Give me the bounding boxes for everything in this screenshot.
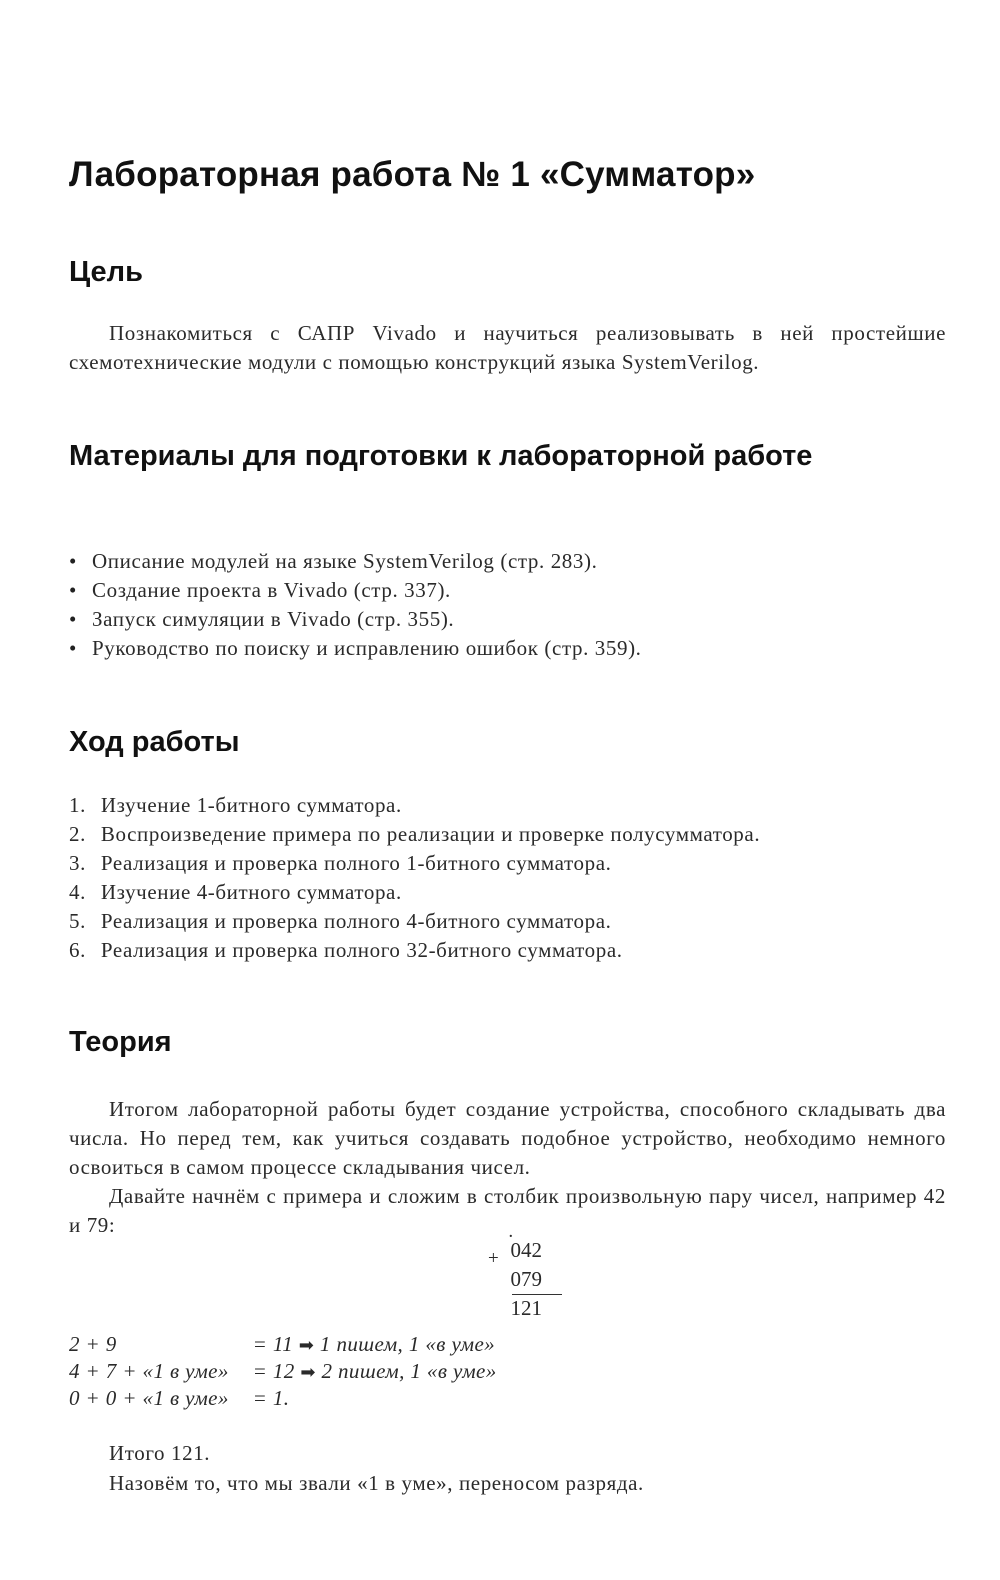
column-addition [480,1226,570,1323]
theory-paragraph-1: Итогом лабораторной работы будет создание устройства, способного складывать два числа. Но перед тем, как учиться создавать подобное устройство, необходимо немного освоиться в самом процессе складывания чисел. [69,1097,946,1179]
sum-result: 121 [510,1296,542,1320]
workflow-step: 6. Реализация и проверка полного 32-битного сумматора. [69,938,623,962]
workflow-step: 3. Реализация и проверка полного 1-битного сумматора. [69,851,612,875]
materials-item: • Описание модулей на языке SystemVerilog (стр. 283). [69,547,929,576]
arrow-right-icon: ➡ [298,1335,315,1356]
carry-mark: · [507,1226,514,1247]
total-text: Итого 121. [109,1441,211,1465]
goal-heading: Цель [69,256,143,288]
plus-sign: + [488,1248,499,1269]
arrow-right-icon: ➡ [300,1362,316,1383]
page-title: Лабораторная работа № 1 «Сумматор» [69,155,756,194]
sum-operand-1: · + 042 [480,1236,570,1265]
theory-paragraph-2: Давайте начнём с примера и сложим в столбик произвольную пару чисел, например 42 и 79: [69,1184,946,1237]
carry-calculation [69,1331,497,1412]
sum-operand-2: 079 [510,1267,542,1291]
workflow-step: 5. Реализация и проверка полного 4-битного сумматора. [69,909,612,933]
workflow-step: 4. Изучение 4-битного сумматора. [69,880,402,904]
materials-item: • Запуск симуляции в Vivado (стр. 355). [69,605,929,634]
materials-list [69,547,929,663]
workflow-step: 2. Воспроизведение примера по реализации и проверке полусумматора. [69,822,761,846]
materials-item: • Руководство по поиску и исправлению ошибок (стр. 359). [69,634,929,663]
calc-row: 2 + 9 = 11 ➡ 1 пишем, 1 «в уме» [69,1332,496,1356]
workflow-heading: Ход работы [69,726,240,758]
materials-item: • Создание проекта в Vivado (стр. 337). [69,576,929,605]
carry-definition: Назовём то, что мы звали «1 в уме», переносом разряда. [109,1471,644,1495]
calc-row: 4 + 7 + «1 в уме» = 12 ➡ 2 пишем, 1 «в уме» [69,1359,497,1383]
calc-row: 0 + 0 + «1 в уме» = 1. [69,1386,290,1410]
goal-text: Познакомиться с САПР Vivado и научиться реализовывать в ней простейшие схемотехнические модули с помощью конструкций языка SystemVerilog. [69,321,946,374]
materials-heading: Материалы для подготовки к лабораторной работе [69,440,813,472]
workflow-steps [69,791,929,965]
theory-heading: Теория [69,1026,172,1058]
workflow-step: 1. Изучение 1-битного сумматора. [69,793,402,817]
